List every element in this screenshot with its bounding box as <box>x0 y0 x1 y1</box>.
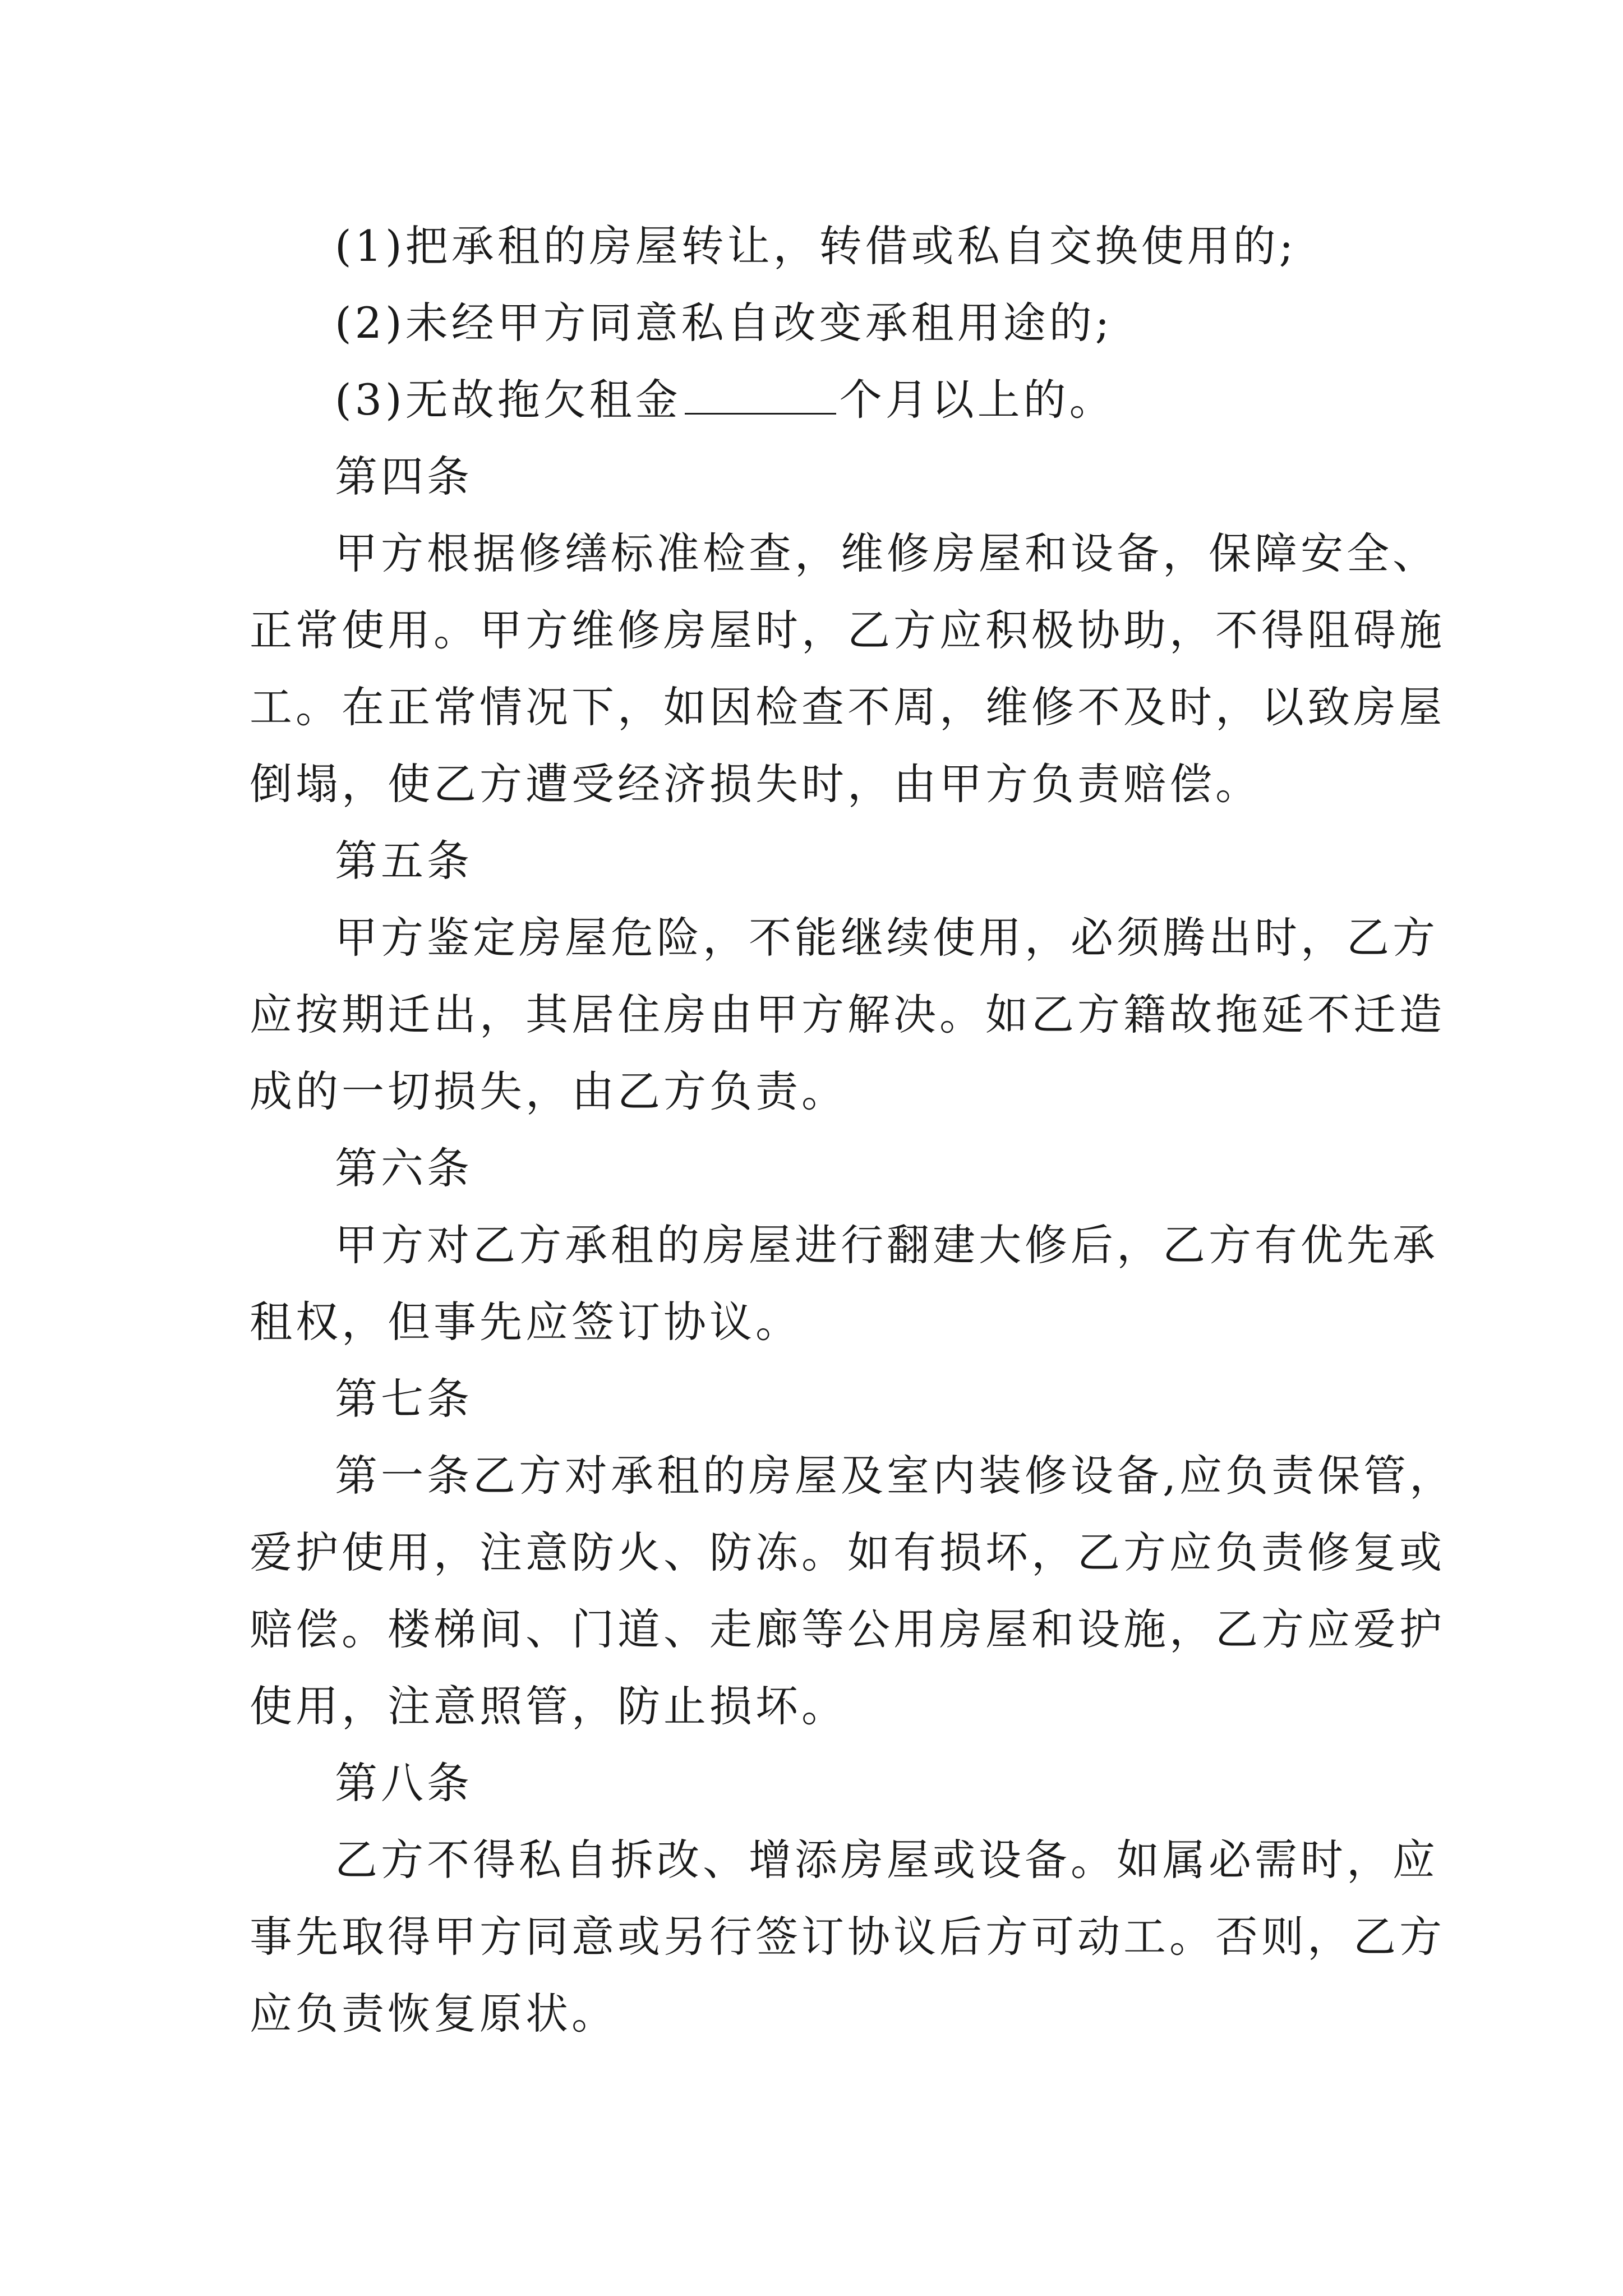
clause-item-3-after: 个月以上的。 <box>839 375 1115 425</box>
clause-item-3-before: (3)无故拖欠租金 <box>335 375 681 425</box>
article-4-heading: 第四条 <box>335 452 473 501</box>
article-6-line: 甲方对乙方承租的房屋进行翻建大修后，乙方有优先承 <box>335 1220 1438 1270</box>
article-4-line: 正常使用。甲方维修房屋时，乙方应积极协助，不得阻碍施 <box>250 605 1445 655</box>
article-4-line: 工。在正常情况下，如因检查不周，维修不及时，以致房屋 <box>250 682 1445 732</box>
article-5-heading: 第五条 <box>335 836 473 886</box>
article-8-line: 事先取得甲方同意或另行签订协议后方可动工。否则，乙方 <box>250 1912 1445 1962</box>
article-8-line: 乙方不得私自拆改、增添房屋或设备。如属必需时，应 <box>335 1835 1438 1885</box>
article-7-line: 赔偿。楼梯间、门道、走廊等公用房屋和设施，乙方应爱护 <box>250 1604 1445 1654</box>
article-8-heading: 第八条 <box>335 1758 473 1808</box>
article-5-line: 应按期迁出，其居住房由甲方解决。如乙方籍故拖延不迁造 <box>250 990 1445 1039</box>
clause-item-3 <box>250 361 1385 438</box>
article-4-line: 倒塌，使乙方遭受经济损失时，由甲方负责赔偿。 <box>250 759 1261 809</box>
article-7-heading: 第七条 <box>335 1374 473 1424</box>
article-5-line: 甲方鉴定房屋危险，不能继续使用，必须腾出时，乙方 <box>335 913 1438 963</box>
article-7-line: 第一条乙方对承租的房屋及室内装修设备,应负责保管， <box>335 1451 1456 1501</box>
article-8-line: 应负责恢复原状。 <box>250 1989 617 2039</box>
clause-item-2: (2)未经甲方同意私自改变承租用途的; <box>335 298 1113 348</box>
document-body <box>250 208 1456 2052</box>
article-7-line: 爱护使用，注意防火、防冻。如有损坏，乙方应负责修复或 <box>250 1527 1445 1577</box>
article-7-line: 使用，注意照管，防止损坏。 <box>250 1681 847 1731</box>
article-4-line: 甲方根据修缮标准检查，维修房屋和设备，保障安全、 <box>335 528 1438 578</box>
fill-in-blank <box>685 370 836 415</box>
article-6-heading: 第六条 <box>335 1143 473 1193</box>
article-6-line: 租权，但事先应签订协议。 <box>250 1297 801 1347</box>
article-5-line: 成的一切损失，由乙方负责。 <box>250 1066 847 1116</box>
clause-item-1: (1)把承租的房屋转让，转借或私自交换使用的; <box>335 221 1297 271</box>
